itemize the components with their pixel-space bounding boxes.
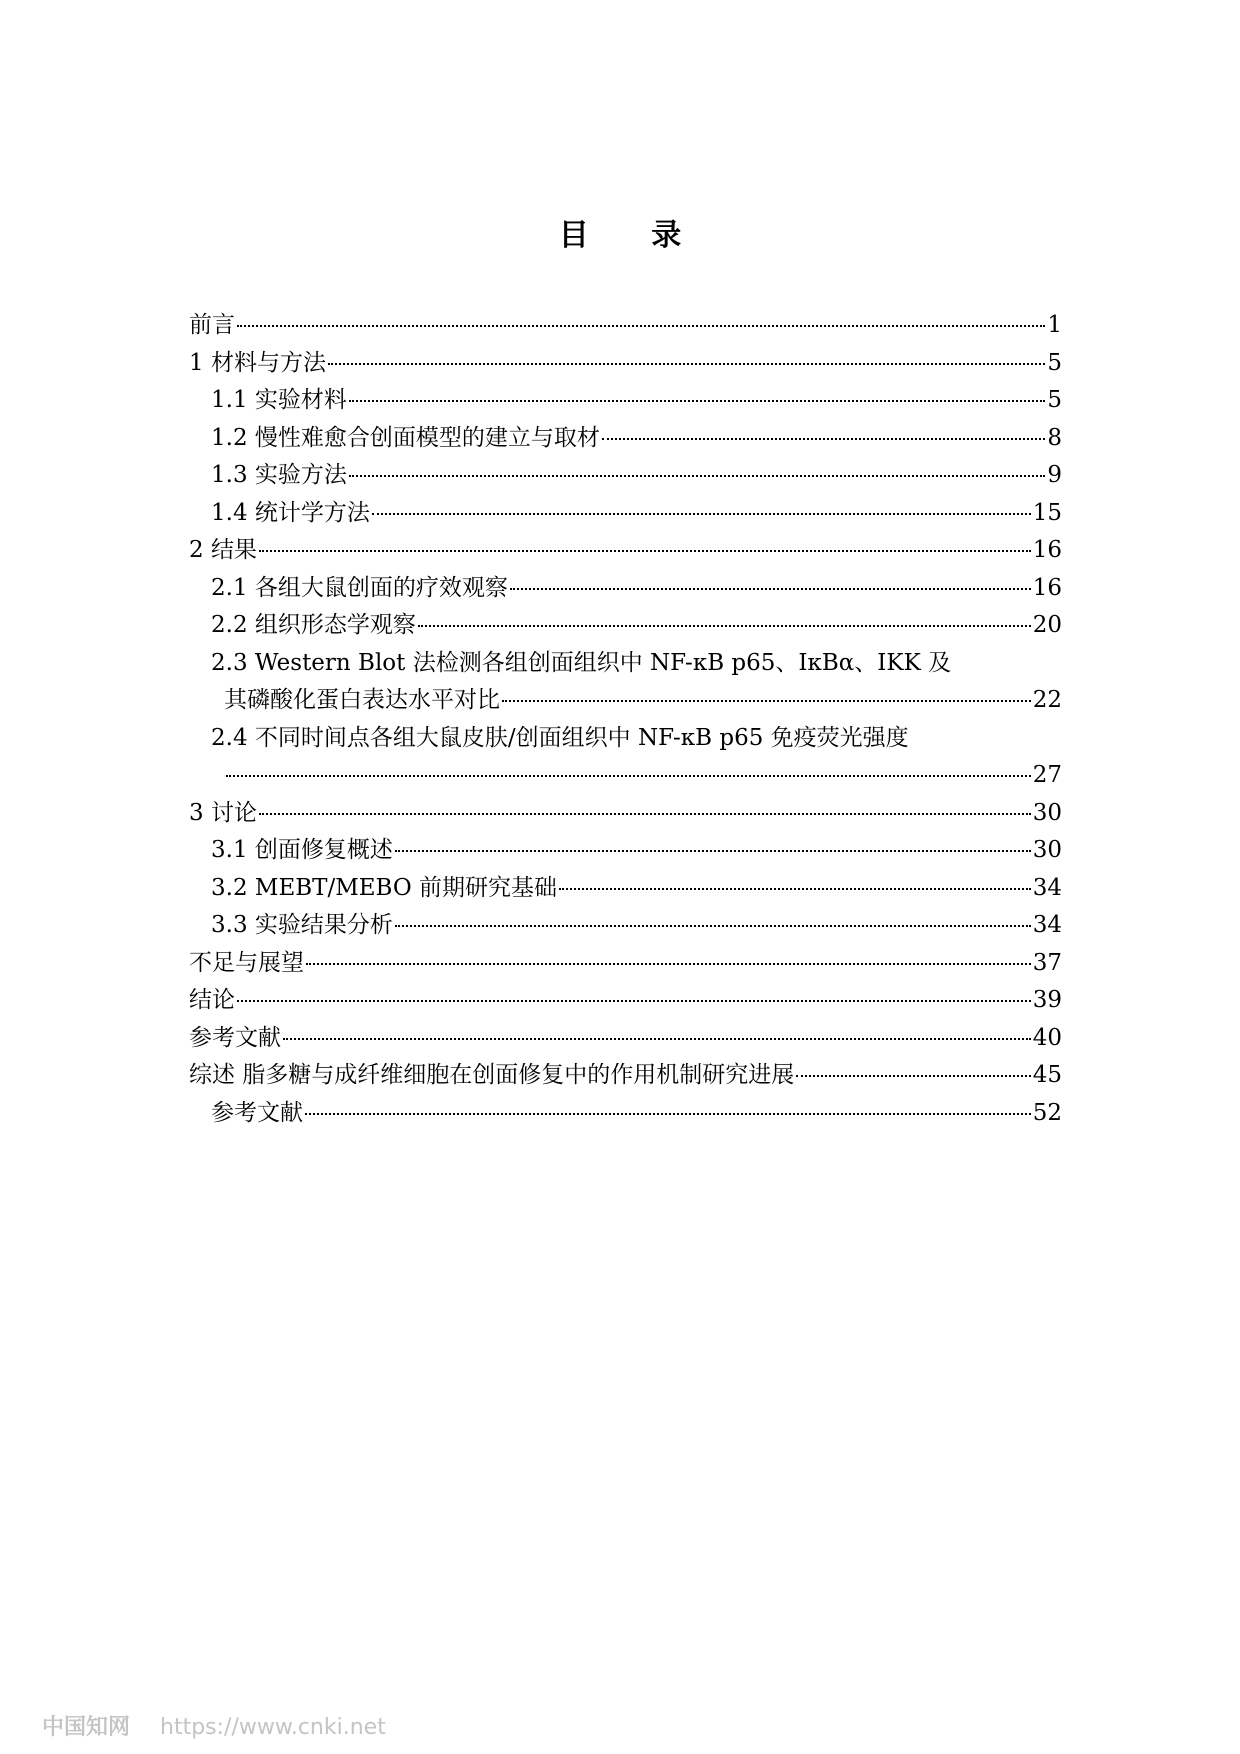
- toc-entry-page: 45: [1032, 1062, 1062, 1088]
- toc-entry[interactable]: [189, 832, 1062, 870]
- toc-entry-label: 2.4 不同时间点各组大鼠皮肤/创面组织中 NF-κB p65 免疫荧光强度: [211, 724, 909, 751]
- dot-leader: [510, 588, 1031, 590]
- toc-entry[interactable]: [189, 420, 1062, 458]
- toc-entry-page: 30: [1032, 799, 1062, 826]
- dot-leader: [395, 850, 1031, 852]
- toc-entry[interactable]: [189, 945, 1062, 983]
- toc-entry-page: 8: [1047, 424, 1062, 451]
- toc-entry-label: 结论: [189, 987, 235, 1013]
- toc-entry-continuation[interactable]: [189, 682, 1062, 720]
- cnki-watermark: [42, 1710, 386, 1741]
- toc-entry-label: 3.2 MEBT/MEBO 前期研究基础: [211, 874, 558, 901]
- dot-leader: [226, 775, 1031, 777]
- toc-entry-page: 9: [1047, 462, 1062, 488]
- toc-entry-page: 16: [1032, 574, 1062, 601]
- toc-entry-label: 1.3 实验方法: [211, 462, 347, 488]
- toc-entry[interactable]: [189, 532, 1062, 570]
- toc-entry-label: 前言: [189, 312, 235, 338]
- dot-leader: [305, 1113, 1031, 1115]
- dot-leader: [796, 1075, 1030, 1077]
- toc-entry[interactable]: [189, 570, 1062, 608]
- dot-leader: [237, 1000, 1031, 1002]
- toc-entry-label: 2.3 Western Blot 法检测各组创面组织中 NF-κB p65、IκBα、IKK 及: [211, 649, 952, 676]
- toc-entry-page: 52: [1032, 1099, 1062, 1126]
- toc-entry-page: 5: [1047, 349, 1062, 376]
- toc-entry-label: 综述 脂多糖与成纤维细胞在创面修复中的作用机制研究进展: [189, 1062, 795, 1088]
- dot-leader: [259, 813, 1031, 815]
- toc-entry[interactable]: [189, 307, 1062, 345]
- toc-entry-label: 1 材料与方法: [189, 349, 326, 376]
- toc-entry[interactable]: [189, 495, 1062, 533]
- dot-leader: [602, 438, 1045, 440]
- toc-entry[interactable]: [189, 1095, 1062, 1133]
- dot-leader: [259, 550, 1031, 552]
- dot-leader: [349, 400, 1045, 402]
- toc-entry[interactable]: [189, 907, 1062, 945]
- toc-entry-label: 1.1 实验材料: [211, 387, 347, 413]
- dot-leader: [328, 363, 1045, 365]
- toc-entry-label: 其磷酸化蛋白表达水平对比: [224, 687, 500, 713]
- toc-entry-page: 34: [1032, 874, 1062, 901]
- toc-entry-page: 20: [1032, 612, 1062, 638]
- toc-entry[interactable]: [189, 1020, 1062, 1058]
- watermark-brand: 中国知网: [42, 1715, 131, 1740]
- toc-entry-page: 34: [1032, 912, 1062, 938]
- table-of-contents: [189, 307, 1062, 1132]
- toc-entry[interactable]: [189, 607, 1062, 645]
- toc-entry[interactable]: [189, 720, 1062, 758]
- dot-leader: [283, 1038, 1031, 1040]
- toc-entry-page: 15: [1032, 499, 1062, 526]
- dot-leader: [395, 925, 1031, 927]
- dot-leader: [559, 888, 1031, 890]
- toc-entry-page: 40: [1032, 1024, 1062, 1051]
- toc-entry[interactable]: [189, 795, 1062, 833]
- page-title: 目 录: [558, 218, 708, 253]
- dot-leader: [372, 513, 1031, 515]
- toc-entry-label: 1.2 慢性难愈合创面模型的建立与取材: [211, 424, 600, 451]
- dot-leader: [418, 625, 1031, 627]
- toc-entry[interactable]: [189, 457, 1062, 495]
- watermark-url: https://www.cnki.net: [160, 1715, 386, 1740]
- toc-entry-page: 27: [1032, 762, 1062, 788]
- toc-entry-label: 2.2 组织形态学观察: [211, 612, 416, 638]
- dot-leader: [349, 475, 1045, 477]
- dot-leader: [237, 325, 1045, 327]
- toc-entry-page: 1: [1047, 312, 1062, 338]
- toc-entry-label: 不足与展望: [189, 949, 304, 976]
- toc-entry[interactable]: [189, 345, 1062, 383]
- toc-entry[interactable]: [189, 982, 1062, 1020]
- toc-entry-page: 5: [1047, 387, 1062, 413]
- toc-entry-label: 参考文献: [189, 1024, 281, 1051]
- toc-entry-label: 2 结果: [189, 537, 257, 563]
- toc-entry-label: 1.4 统计学方法: [211, 499, 370, 526]
- toc-entry-label: 3.1 创面修复概述: [211, 837, 393, 863]
- toc-entry-continuation[interactable]: [189, 757, 1062, 795]
- toc-entry-page: 37: [1032, 949, 1062, 976]
- toc-entry[interactable]: [189, 382, 1062, 420]
- dot-leader: [502, 700, 1031, 702]
- toc-entry[interactable]: [189, 645, 1062, 683]
- toc-entry-label: 参考文献: [211, 1099, 303, 1126]
- toc-entry-page: 22: [1032, 687, 1062, 713]
- toc-entry-page: 30: [1032, 837, 1062, 863]
- toc-entry[interactable]: [189, 870, 1062, 908]
- toc-entry-label: 2.1 各组大鼠创面的疗效观察: [211, 574, 508, 601]
- toc-entry-page: 39: [1032, 987, 1062, 1013]
- toc-entry[interactable]: [189, 1057, 1062, 1095]
- toc-entry-label: 3.3 实验结果分析: [211, 912, 393, 938]
- toc-entry-label: 3 讨论: [189, 799, 257, 826]
- toc-entry-page: 16: [1032, 537, 1062, 563]
- dot-leader: [306, 963, 1031, 965]
